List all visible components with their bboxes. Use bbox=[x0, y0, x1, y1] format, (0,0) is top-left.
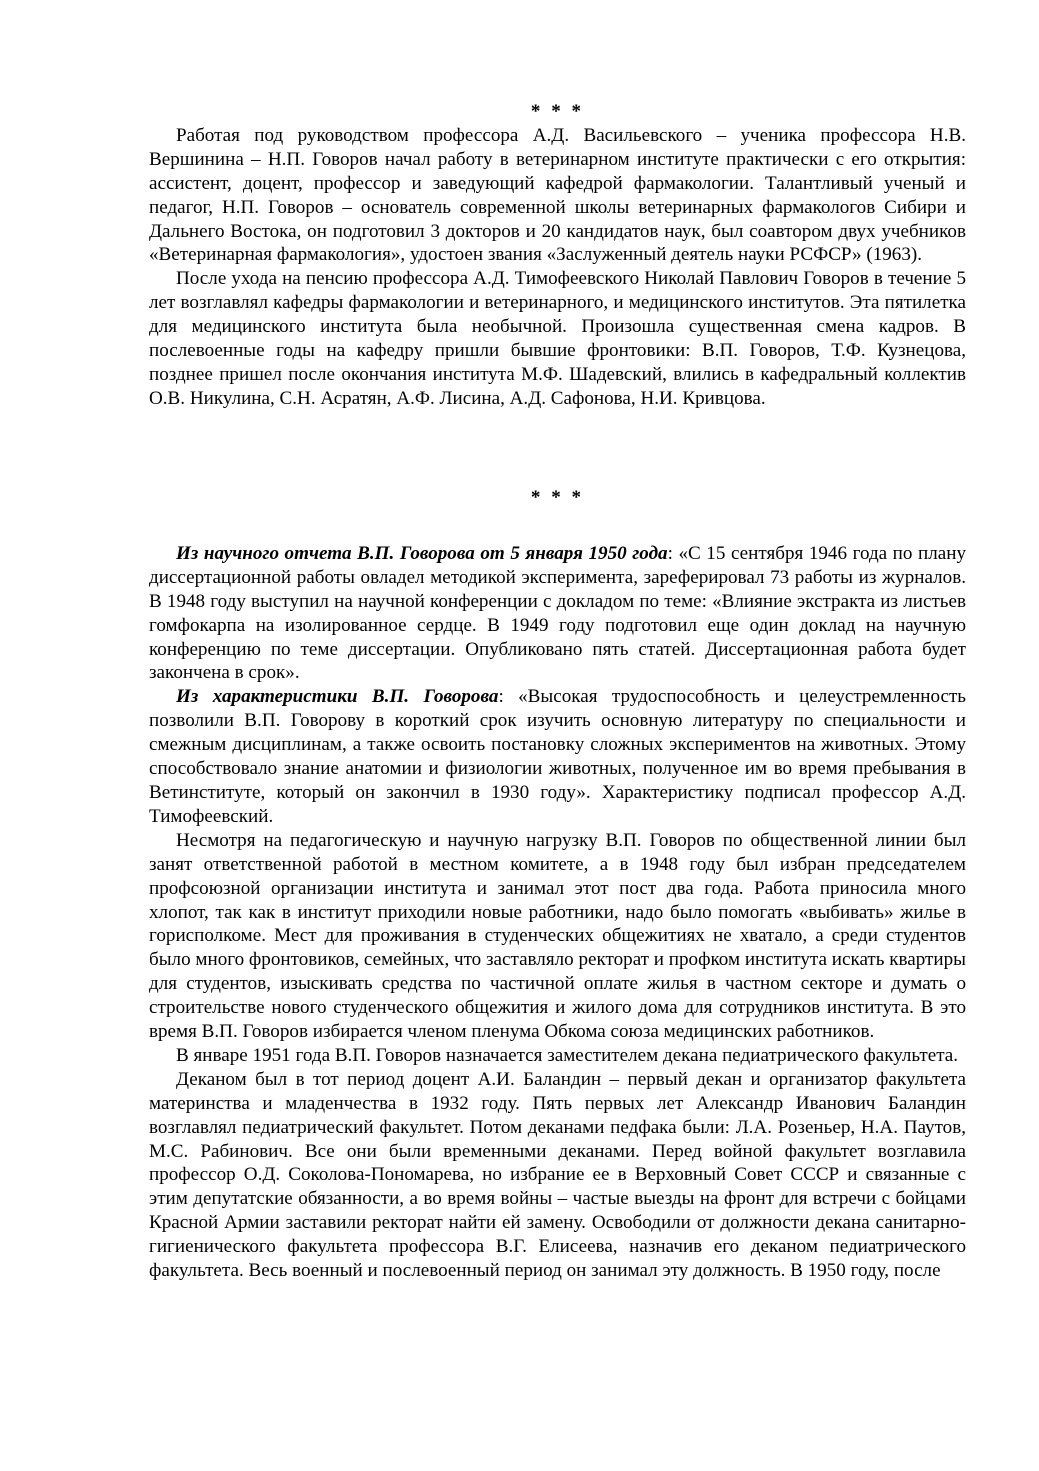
paragraph: Несмотря на педагогическую и научную нагрузку В.П. Говоров по общественной линии был занят ответственной работой в местном комитете, а в 1948 году был избран председателем профсоюзной организации института и занимал этот пост два года. Работа приносила много хлопот, так как в институт приходили новые работники, надо было помогать «выбивать» жилье в горисполкоме. Мест для проживания в студенческих общежитиях не хватало, а среди студентов было много фронтовиков, семейных, что заставляло ректорат и профком института искать квартиры для студентов, изыскивать средства по частичной оплате жилья в частном секторе и думать о строительстве нового студенческого общежития и жилого дома для сотрудников института. В это время В.П. Говоров избирается членом пленума Обкома союза медицинских работников. bbox=[149, 829, 966, 1043]
paragraph-characteristic bbox=[149, 685, 966, 828]
section-separator: * * * bbox=[530, 101, 585, 122]
paragraph: В январе 1951 года В.П. Говоров назначается заместителем декана педиатрического факультета. bbox=[176, 1044, 959, 1066]
paragraph: Работая под руководством профессора А.Д. Васильевского – ученика профессора Н.В. Вершинина – Н.П. Говоров начал работу в ветеринарном институте практически с его открытия: ассистент, доцент, профессор и заведующий кафедрой фармакологии. Талантливый ученый и педагог, Н.П. Говоров – основатель современной школы ветеринарных фармакологов Сибири и Дальнего Востока, он подготовил 3 докторов и 20 кандидатов наук, был соавтором двух учебников «Ветеринарная фармакология», удостоен звания «Заслуженный деятель науки РСФСР» (1963). bbox=[149, 124, 966, 266]
paragraph: Деканом был в тот период доцент А.И. Баландин – первый декан и организатор факультета материнства и младенчества в 1932 году. Пять первых лет Александр Иванович Баландин возглавлял педиатрический факультет. Потом деканами педфака были: Л.А. Розеньер, Н.А. Паутов, М.С. Рабинович. Все они были временными деканами. Перед войной факультет возглавила профессор О.Д. Соколова-Пономарева, но избрание ее в Верховный Совет СССР и связанные с этим депутатские обязанности, а во время войны – частые выезды на фронт для встречи с бойцами Красной Армии заставили ректорат найти ей замену. Освободили от должности декана санитарно-гигиенического факультета профессора В.Г. Елисеева, назначив его деканом педиатрического факультета. Весь военный и послевоенный период он занимал эту должность. В 1950 году, после bbox=[149, 1068, 966, 1282]
characteristic-lead: Из характеристики В.П. Говорова bbox=[176, 686, 499, 708]
paragraph-report bbox=[149, 542, 966, 685]
section-1 bbox=[149, 100, 966, 411]
report-text: : «С 15 сентября 1946 года по плану диссертационной работы овладел методикой эксперимента, зареферировал 73 работы из журналов. В 1948 году выступил на научной конференции с докладом по теме: «Влияние экстракта из листьев гомфокарпа на изолированное сердце. В 1949 году подготовил еще один доклад на научную конференцию по теме диссертации. Опубликовано пять статей. Диссертационная работа будет закончена в срок». bbox=[149, 542, 966, 684]
paragraph: После ухода на пенсию профессора А.Д. Тимофеевского Николай Павлович Говоров в течение 5 лет возглавлял кафедры фармакологии и ветеринарного, и медицинского институтов. Эта пятилетка для медицинского института была необычной. Произошла существенная смена кадров. В послевоенные годы на кафедру пришли бывшие фронтовики: В.П. Говоров, Т.Ф. Кузнецова, позднее пришел после окончания института М.Ф. Шадевский, влились в кафедральный коллектив О.В. Никулина, С.Н. Асратян, А.Ф. Лисина, А.Д. Сафонова, Н.И. Кривцова. bbox=[149, 268, 966, 409]
characteristic-text: : «Высокая трудоспособность и целеустремленность позволили В.П. Говорову в короткий срок изучить основную литературу по специальности и смежным дисциплинам, а также освоить постановку сложных экспериментов на животных. Этому способствовало знание анатомии и физиологии животных, полученное им во время пребывания в Ветинституте, который он закончил в 1930 году». Характеристику подписал профессор А.Д. Тимофеевский. bbox=[149, 686, 967, 827]
spacer bbox=[149, 510, 966, 542]
report-lead: Из научного отчета В.П. Говорова от 5 января 1950 года bbox=[176, 542, 668, 564]
section-2 bbox=[149, 486, 966, 1283]
section-separator: * * * bbox=[530, 487, 585, 508]
